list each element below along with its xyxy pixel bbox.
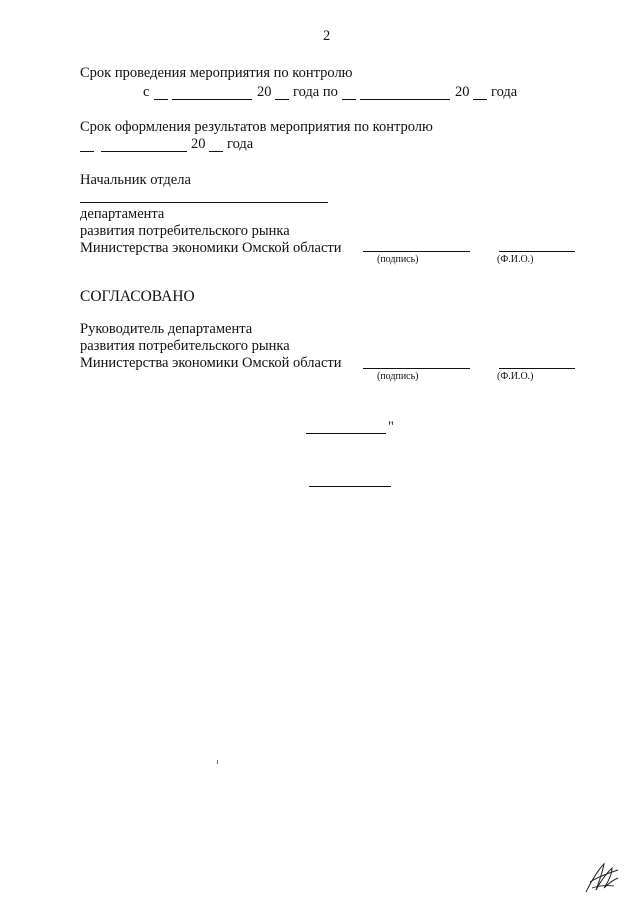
director-signature-caption: (подпись) (377, 371, 419, 382)
head-line-3: развития потребительского рынка (80, 223, 290, 239)
director-line-1: Руководитель департамента (80, 321, 253, 337)
agreed-heading: СОГЛАСОВАНО (80, 288, 195, 305)
head-fio-line (499, 251, 575, 252)
results-month-line (101, 151, 187, 152)
director-signature-line (363, 368, 470, 369)
head-fio-caption: (Ф.И.О.) (497, 254, 534, 265)
event-period-to: года по (293, 84, 338, 100)
page-number: 2 (323, 28, 331, 44)
head-signature-line (363, 251, 470, 252)
event-year-from: 20 (257, 84, 272, 100)
event-day-to-line (342, 99, 356, 100)
event-day-from-line (154, 99, 168, 100)
head-line-4: Министерства экономики Омской области (80, 240, 342, 256)
results-period-label: Срок оформления результатов мероприятия по контролю (80, 119, 433, 135)
signature-mark (582, 860, 622, 896)
director-line-2: развития потребительского рынка (80, 338, 290, 354)
director-fio-line (499, 368, 575, 369)
date-quote-mark: " (388, 419, 394, 435)
event-month-from-line (172, 99, 252, 100)
event-period-label: Срок проведения мероприятия по контролю (80, 65, 353, 81)
event-period-suffix: года (491, 84, 518, 100)
scan-speck (217, 760, 218, 764)
results-period-suffix: года (227, 136, 254, 152)
event-period-from: с (143, 84, 150, 100)
results-year-line (209, 151, 223, 152)
date-line (306, 433, 386, 434)
director-fio-caption: (Ф.И.О.) (497, 371, 534, 382)
department-name-line (80, 202, 328, 203)
event-year-to-line (473, 99, 487, 100)
results-day-line (80, 151, 94, 152)
event-month-to-line (360, 99, 450, 100)
head-title: Начальник отдела (80, 172, 191, 188)
head-line-2: департамента (80, 206, 165, 222)
head-signature-caption: (подпись) (377, 254, 419, 265)
director-line-3: Министерства экономики Омской области (80, 355, 342, 371)
results-year: 20 (191, 136, 206, 152)
event-year-to: 20 (455, 84, 470, 100)
event-year-from-line (275, 99, 289, 100)
closing-line (309, 486, 391, 487)
